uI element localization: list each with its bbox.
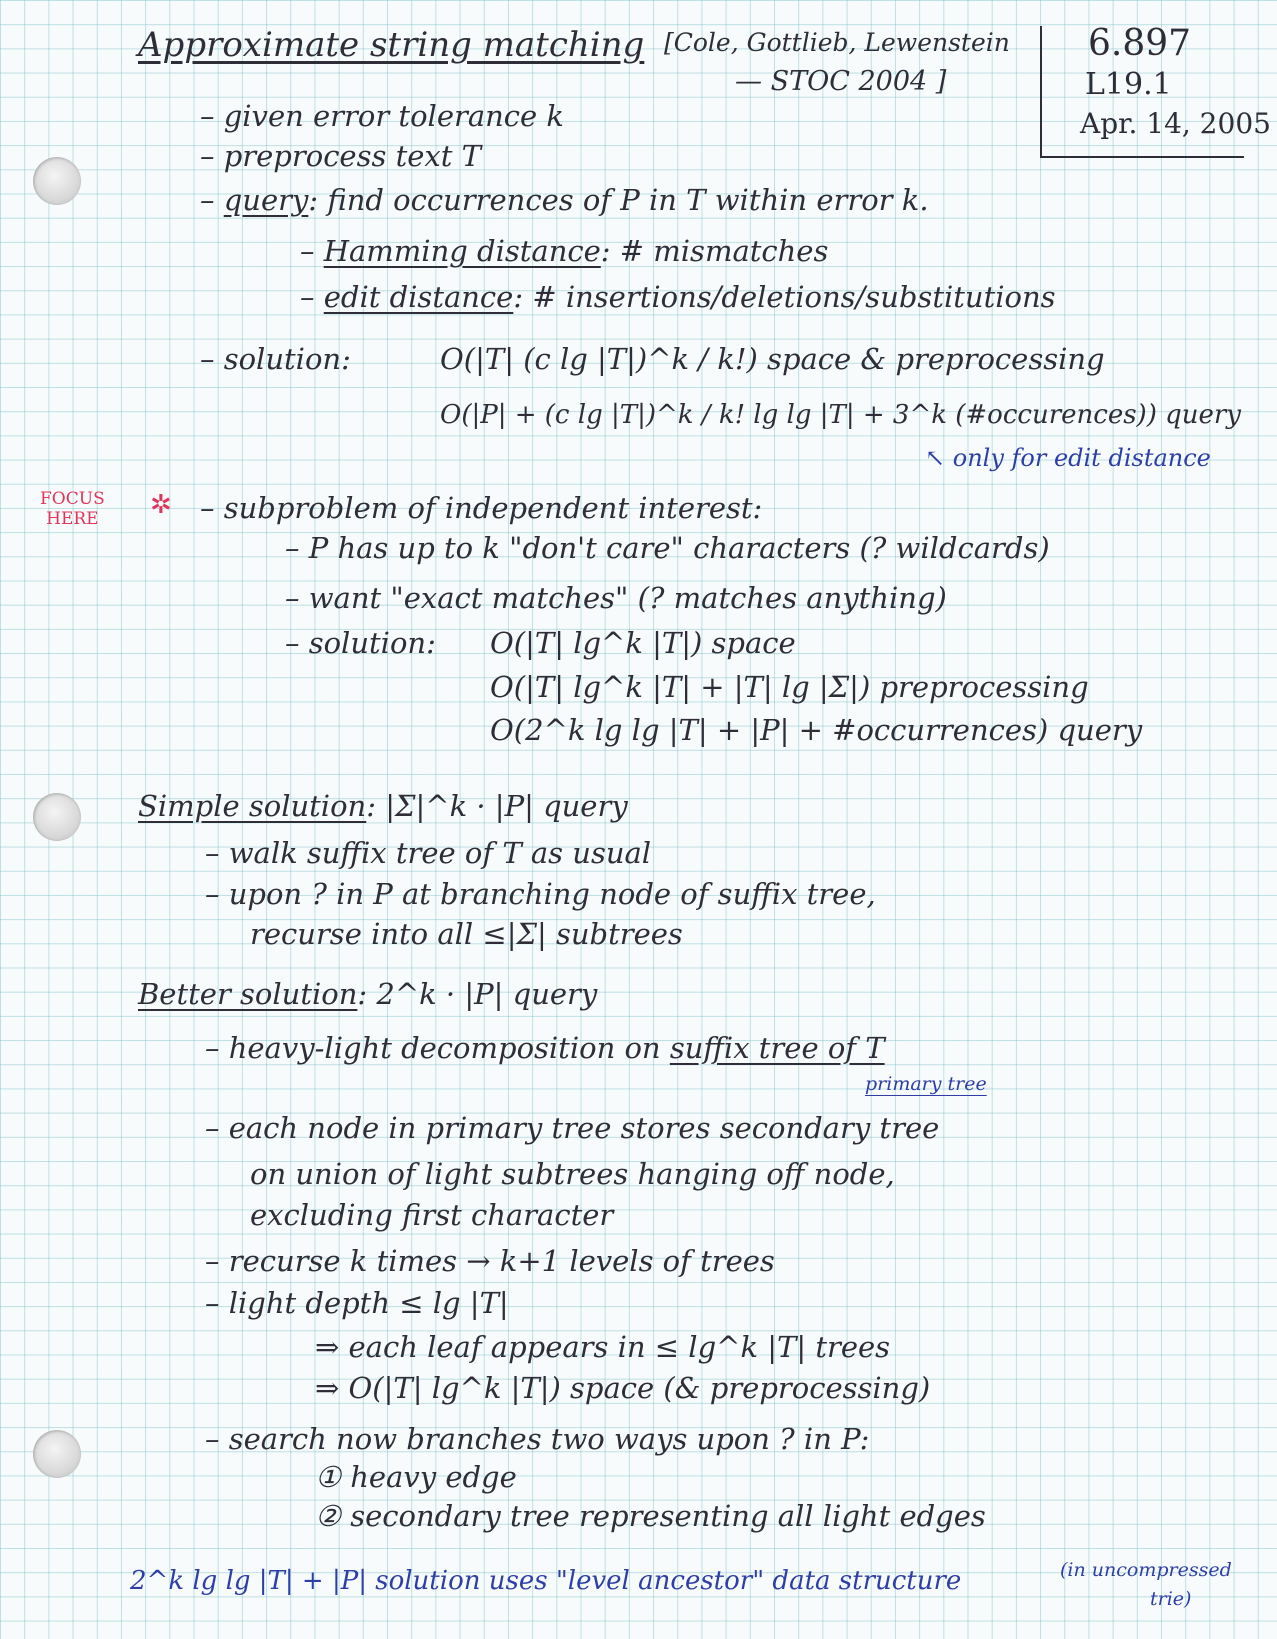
punch-hole-middle: [33, 793, 81, 841]
search-branches-line: – search now branches two ways upon ? in P:: [205, 1422, 870, 1456]
hamming-rest: : # mismatches: [600, 234, 829, 268]
edit-rest: : # insertions/deletions/substitutions: [513, 280, 1056, 314]
primary-tree-note: primary tree: [865, 1073, 987, 1095]
simple-solution-label: Simple solution: [138, 789, 367, 823]
subproblem-space: O(|T| lg^k |T|) space: [490, 626, 796, 660]
query-line: – query: find occurrences of P in T within error k.: [200, 183, 929, 217]
solution-label: – solution:: [200, 342, 351, 376]
lecture-date: Apr. 14, 2005: [1080, 107, 1271, 140]
level-ancestor-note: 2^k lg lg |T| + |P| solution uses "level ancestor" data structure: [130, 1566, 962, 1596]
hamming-line: – Hamming distance: # mismatches: [300, 234, 829, 268]
citation-line-2: — STOC 2004 ]: [735, 66, 947, 97]
punch-hole-bottom: [33, 1430, 81, 1478]
space-preprocessing-line: ⇒ O(|T| lg^k |T|) space (& preprocessing): [315, 1371, 931, 1405]
excluding-line: excluding first character: [250, 1198, 614, 1232]
subproblem-exact: – want "exact matches" (? matches anything): [285, 581, 947, 615]
subproblem-wildcards: – P has up to k "don't care" characters (? wildcards): [285, 531, 1050, 565]
secondary-tree-line: – each node in primary tree stores secondary tree: [205, 1111, 940, 1145]
query-rest: : find occurrences of P in T within error k.: [308, 183, 929, 217]
uncompressed-note-1: (in uncompressed: [1060, 1559, 1232, 1581]
subproblem-query: O(2^k lg lg |T| + |P| + #occurrences) query: [490, 713, 1143, 747]
edit-line: – edit distance: # insertions/deletions/substitutions: [300, 280, 1056, 314]
better-solution-label: Better solution: [138, 977, 358, 1011]
simple-solution-heading: [138, 789, 628, 823]
simple-walk-line: – walk suffix tree of T as usual: [205, 836, 652, 870]
recurse-k-line: – recurse k times → k+1 levels of trees: [205, 1244, 775, 1278]
light-depth-line: – light depth ≤ lg |T|: [205, 1286, 509, 1320]
better-solution-bound: : 2^k · |P| query: [357, 977, 598, 1011]
lecture-number: L19.1: [1085, 67, 1172, 102]
better-solution-heading: [138, 977, 598, 1011]
header-box-divider: [1040, 26, 1042, 158]
subproblem-heading: – subproblem of independent interest:: [200, 491, 763, 525]
hamming-label: Hamming distance: [323, 234, 601, 268]
heavy-light-line: – heavy-light decomposition on suffix tree of T: [205, 1031, 885, 1065]
simple-branch-line: – upon ? in P at branching node of suffix tree,: [205, 877, 876, 911]
simple-recurse-line: recurse into all ≤|Σ| subtrees: [250, 917, 683, 951]
light-subtrees-line: on union of light subtrees hanging off node,: [250, 1157, 895, 1191]
heavy-edge-item: ① heavy edge: [315, 1460, 517, 1494]
preprocess-line: – preprocess text T: [200, 139, 481, 173]
edit-distance-note: ↖ only for edit distance: [925, 444, 1211, 472]
citation-line-1: [Cole, Gottlieb, Lewenstein: [664, 28, 1010, 57]
focus-here-note: FOCUS HERE: [40, 489, 105, 529]
asterisk-mark: ✲: [150, 490, 172, 520]
solution-query: O(|P| + (c lg |T|)^k / k! lg lg |T| + 3^k (#occurences)) query: [440, 400, 1241, 430]
punch-hole-top: [33, 157, 81, 205]
suffix-tree-underlined: suffix tree of T: [669, 1031, 885, 1065]
query-label: query: [223, 183, 309, 217]
simple-solution-bound: : |Σ|^k · |P| query: [366, 789, 628, 823]
subproblem-preprocessing: O(|T| lg^k |T| + |T| lg |Σ|) preprocessing: [490, 670, 1089, 704]
secondary-tree-item: ② secondary tree representing all light edges: [315, 1499, 986, 1533]
uncompressed-note-2: trie): [1150, 1588, 1192, 1610]
solution-space: O(|T| (c lg |T|)^k / k!) space & preprocessing: [440, 342, 1105, 376]
course-number: 6.897: [1088, 23, 1192, 64]
given-line: – given error tolerance k: [200, 99, 565, 133]
leaf-appears-line: ⇒ each leaf appears in ≤ lg^k |T| trees: [315, 1330, 891, 1364]
edit-label: edit distance: [323, 280, 514, 314]
page-title: Approximate string matching: [138, 25, 645, 65]
subproblem-solution-label: – solution:: [285, 626, 436, 660]
header-box-underline: [1040, 156, 1244, 158]
